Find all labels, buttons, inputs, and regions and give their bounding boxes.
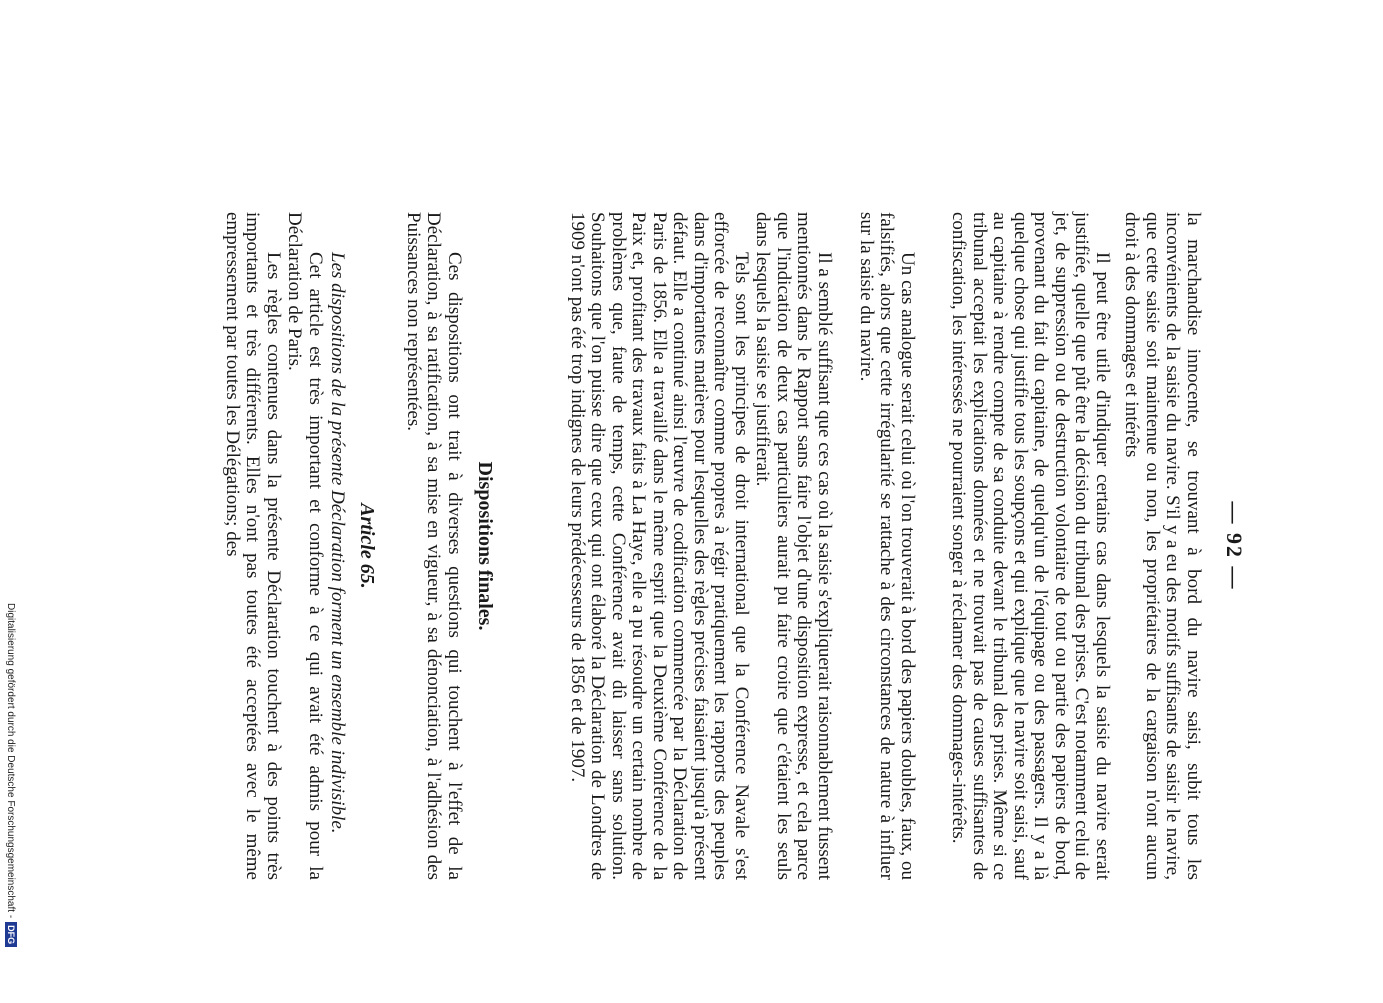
paragraph-saisie-justifiee: Il peut être utile d'indiquer certains cas dans lesquels la saisie du navire serait justifiée, quelle que pût être la décision du tribunal des prises. C'est notamment celui de jet, de suppression ou de destruction volontaire de tout ou partie des papiers de bord, provenant du fait du capitaine, de quelqu'un de l'équipage ou des passagers. Il y a là quelque chose qui justifie tous les soupçons et qui explique que le navire soit saisi, sauf au capitaine à rendre compte de sa conduite devant le tribunal des prises. Même si ce tribunal acceptait les explications données et ne trouvait pas de causes suffisantes de confiscation, les intéressés ne pourraient songer à réclamer des dommages-intérêts. [948,212,1113,880]
credit-text: Digitalisierung gefördert durch die Deutsche Forschungsgemeinschaft - [5,603,16,919]
digitization-credit [2,603,18,1003]
paragraph-article-important: Cet article est très important et conforme à ce qui avait été admis pour la Déclaration de Paris. [284,212,326,880]
paragraph-rapport: Il a semblé suffisant que ces cas où la saisie s'expliquerait raisonnablement fussent mentionnés dans le Rapport sans faire l'objet d'une disposition expresse, et cela parce que l'indication de deux cas particuliers aurait pu faire croire que c'étaient les seuls dans lesquels la saisie se justifierait. [752,212,835,880]
paragraph-cas-analogue: Un cas analogue serait celui où l'on trouverait à bord des papiers doubles, faux, ou falsifiés, alors que cette irrégularité se rattache à des circonstances de nature à influer sur la saisie du navire. [856,212,918,880]
paragraph-dispositions: Ces dispositions ont trait à diverses questions qui touchent à l'effet de la Déclaration, à sa ratification, à sa mise en vigueur, à sa dénonciation, à l'adhésion des Puissances non représentées. [403,212,465,880]
dfg-logo: DFG [5,922,17,947]
article-text: Les dispositions de la présente Déclaration forment un ensemble indivisible. [327,252,348,834]
article-heading: Article 65. [356,503,378,589]
paragraph-principes: Tels sont les principes de droit international que la Conférence Navale s'est efforcée de reconnaître comme propres à régir pratiquement les rapports des peuples dans d'importantes matières pour lesquelles des règles précises faisaient jusqu'à présent défaut. Elle a continué ainsi l'œuvre de codification commencée par la Déclaration de Paris de 1856. Elle a travaillé dans le même esprit que la Deuxième Conférence de la Paix et, profitant des travaux faits à La Haye, elle a pu résoudre un certain nombre de problèmes que, faute de temps, cette Conférence avait dû laisser sans solution. Souhaitons que l'on puisse dire que ceux qui ont élaboré la Déclaration de Londres de 1909 n'ont pas été trop indignes de leurs prédécesseurs de 1856 et de 1907. [567,212,752,880]
document-page [147,212,1247,880]
paragraph-cargaison: la marchandise innocente, se trouvant à bord du navire saisi, subit tous les inconvénients de la saisie du navire. S'il y a eu des motifs suffisants de saisir le navire, que cette saisie soit maintenue ou non, les propriétaires de la cargaison n'ont aucun droit à des dommages et intérêts [1121,212,1204,880]
paragraph-regles: Les règles contenues dans la présente Déclaration touchent à des points très importants et très différents. Elles n'ont pas toutes été acceptées avec le même empressement par toutes les Délégations; des [222,212,284,880]
page-number: — 92 — [1222,501,1247,591]
section-heading: Dispositions finales. [474,461,496,631]
